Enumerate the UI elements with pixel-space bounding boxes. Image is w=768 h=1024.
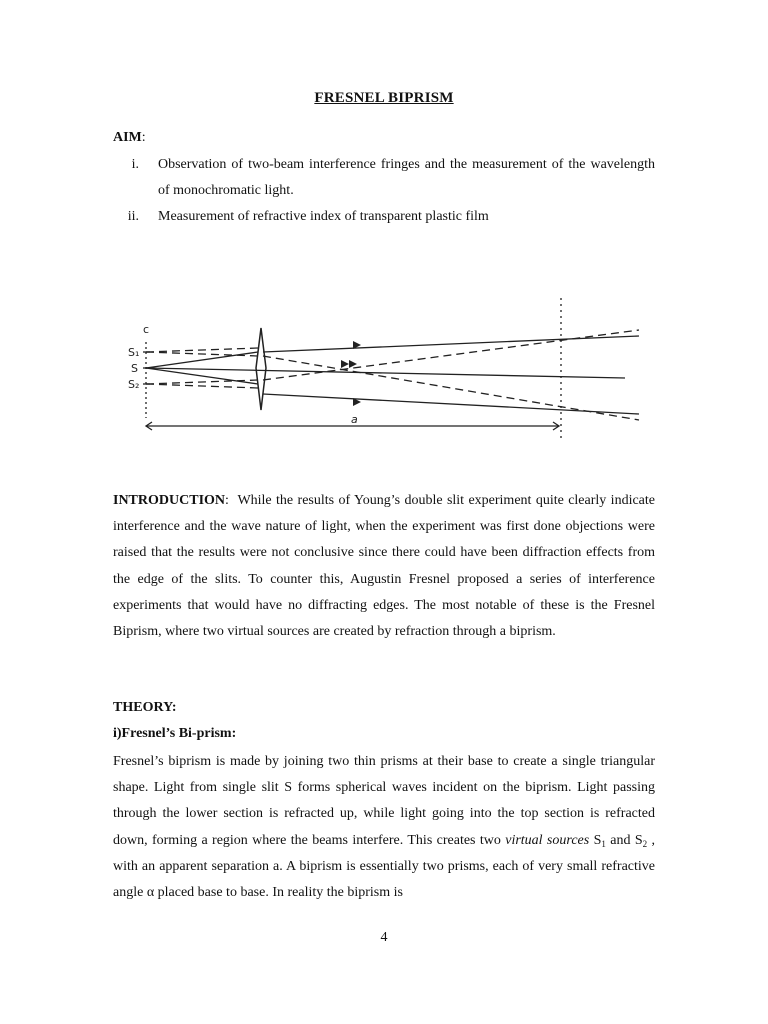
introduction-text: While the results of Young’s double slit experiment quite clearly indicate interference and the wave nature of light, when the experiment was first done objections were raised that the results were not conclusive since there could have been diffraction effects from the edge of the slits. To counter this, Augustin Fresnel proposed a series of interference experiments that would have no diffracting edges. The most notable of these is the Fresnel Biprism, where two virtual sources are created by refraction through a biprism. (113, 493, 655, 640)
and-word: and (605, 832, 635, 848)
aim-item-number: ii. (127, 209, 139, 224)
page-title: FRESNEL BIPRISM (314, 90, 454, 106)
s1-symbol: $S_1$ (593, 832, 606, 849)
label-c: c (143, 323, 150, 336)
aim-item-text: Observation of two-beam interference fringes and the measurement of the wavelength of monochromatic light. (158, 157, 655, 198)
theory-paragraph (113, 749, 655, 906)
theory-text-1: Fresnel’s biprism is made by joining two thin prisms at their base to create a single triangular shape. Light from single slit S forms spherical waves incident on the biprism. Light passing through the lower section is refracted up, while light going into the top section is refracted down, forming a region where the beams interfere. This creates two (113, 754, 655, 848)
biprism-subheading: i)Fresnel’s Bi-prism: (113, 726, 237, 741)
aim-heading: AIM: (113, 130, 146, 145)
virtual-sources-term: virtual sources (505, 832, 590, 848)
label-s1: S₁ (128, 346, 140, 359)
introduction-paragraph: INTRODUCTION: While the results of Young’s double slit experiment quite clearly indicate interference and the wave nature of light, when the experiment was first done objections were raised that the results were not conclusive since there could have been diffraction effects from the edge of the slits. To counter this, Augustin Fresnel proposed a series of interference experiments that would have no diffracting edges. The most notable of these is the Fresnel Biprism, where two virtual sources are created by refraction through a biprism. (113, 493, 655, 640)
s2-symbol: $S_2$ (634, 832, 648, 849)
aim-item-text: Measurement of refractive index of transparent plastic film (158, 209, 489, 224)
aim-label: AIM (113, 130, 142, 145)
biprism-diagram (113, 290, 655, 460)
label-a: a (351, 413, 358, 426)
biprism-shape (256, 328, 266, 410)
label-s2: S₂ (128, 378, 140, 391)
aim-item-number: i. (131, 157, 139, 172)
page-number: 4 (380, 930, 388, 945)
label-s: S (131, 362, 138, 375)
theory-heading: THEORY: (113, 700, 177, 715)
introduction-label: INTRODUCTION (113, 493, 226, 508)
theory-text-2: , with an apparent separation a. A biprism is essentially two prisms, each of very small refractive angle α placed base to base. In reality the biprism is (113, 832, 656, 901)
